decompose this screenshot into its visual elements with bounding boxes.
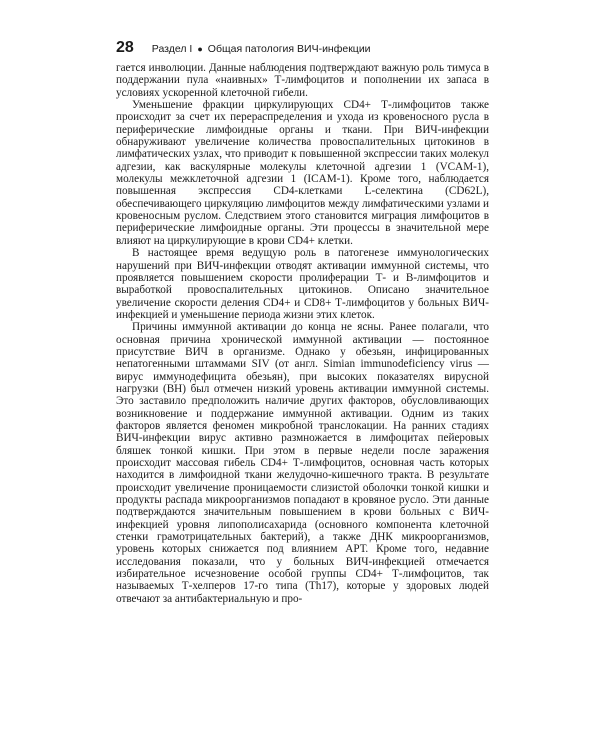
section-label: Раздел I	[151, 43, 193, 55]
paragraph-3: В настоящее время ведущую роль в патогенезе иммунологических нарушений при ВИЧ-инфекции отводят активации иммунной системы, что проявляется повышением скорости пролиферации Т- и В-лимфоцитов и выработкой провоспалительных цитокинов. Описано значительное увеличение скорости деления CD4+ и CD8+ Т-лимфоцитов у больных ВИЧ-инфекцией и уменьшение периода жизни этих клеток.	[116, 247, 489, 321]
paragraph-1: гается инволюции. Данные наблюдения подтверждают важную роль тимуса в поддержании пула «наивных» Т-лимфоцитов и пополнении их запаса в условиях ускоренной клеточной гибели.	[116, 62, 489, 99]
page-header	[116, 39, 496, 59]
running-title: Общая патология ВИЧ-инфекции	[207, 43, 371, 55]
paragraph-2: Уменьшение фракции циркулирующих CD4+ Т-лимфоцитов также происходит за счет их перераспределения и ухода из кровеносного русла в периферические лимфоидные органы и ткани. При ВИЧ-инфекции обнаруживают увеличение количества провоспалительных цитокинов в лимфатических узлах, что приводит к повышенной экспрессии таких молекул адгезии, как васкулярные молекулы клеточной адгезии 1 (VCAM-1), молекулы межклеточной адгезии 1 (ICAM-1). Кроме того, наблюдается повышенная экспрессия CD4-клетками L-селектина (CD62L), обеспечивающего циркуляцию лимфоцитов между лимфатическими узлами и кровеносным руслом. Следствием этого становится миграция лимфоцитов в периферические лимфоидные органы. Эти процессы в значительной мере влияют на циркулирующие в крови CD4+ клетки.	[116, 99, 489, 247]
paragraph-4: Причины иммунной активации до конца не ясны. Ранее полагали, что основная причина хронической иммунной активации — постоянное присутствие ВИЧ в организме. Однако у обезьян, инфицированных непатогенными штаммами SIV (от англ. Simian immunodeficiency virus — вирус иммунодефицита обезьян), при высоких показателях вирусной нагрузки (ВН) был отмечен низкий уровень активации иммунной системы. Это заставило предположить наличие других факторов, обусловливающих возникновение и поддержание иммунной активации. Одним из таких факторов является феномен микробной транслокации. На ранних стадиях ВИЧ-инфекции вирус активно размножается в лимфоцитах пейеровых бляшек тонкой кишки. При этом в первые недели после заражения происходит массовая гибель CD4+ Т-лимфоцитов, основная часть которых находится в лимфоидной ткани желудочно-кишечного тракта. В результате происходит увеличение проницаемости слизистой оболочки тонкой кишки и продукты распада микроорганизмов попадают в кровяное русло. Эти данные подтверждаются значительным повышением в крови больных с ВИЧ-инфекцией уровня липополисахарида (основного компонента клеточной стенки грамотрицательных бактерий), а также ДНК микроорганизмов, уровень которых снижается под влиянием АРТ. Кроме того, недавние исследования показали, что у больных ВИЧ-инфекцией отмечается избирательное исчезновение особой группы CD4+ Т-лимфоцитов, так называемых Т-хелперов 17-го типа (Th17), которые у здоровых людей отвечают за антибактериальную и про-	[116, 321, 489, 605]
bullet-separator: ●	[197, 44, 203, 54]
body-text	[116, 62, 489, 605]
page-number: 28	[116, 39, 134, 56]
